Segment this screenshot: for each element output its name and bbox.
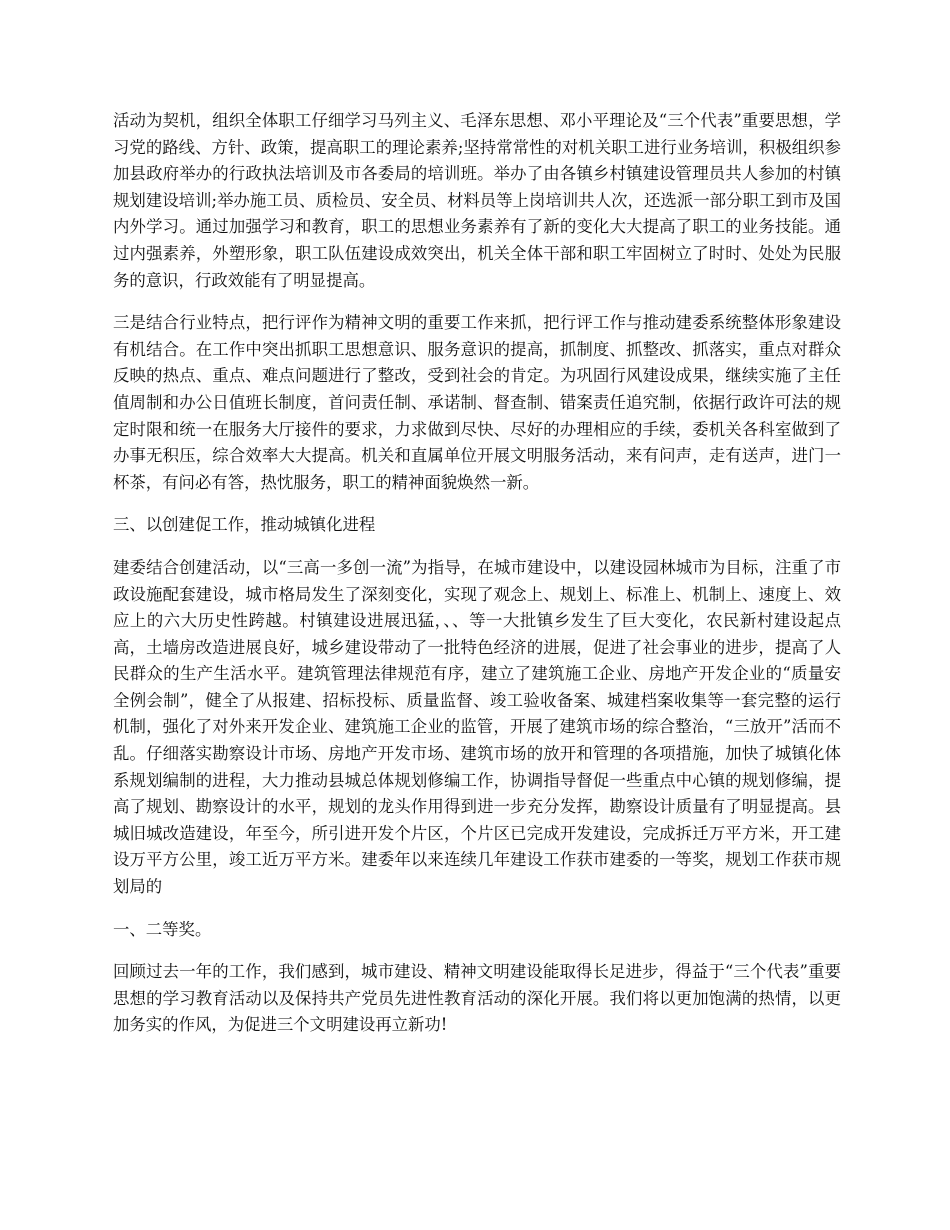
paragraph-urban-construction: 建委结合创建活动，以“三高一多创一流”为指导，在城市建设中，以建设园林城市为目标，注重了市政设施配套建设，城市格局发生了深刻变化，实现了观念上、规划上、标准上、机制上、速度上、效应上的六大历史性跨越。村镇建设进展迅猛，、、等一大批镇乡发生了巨大变化，农民新村建设起点高，土墙房改造进展良好，城乡建设带动了一批特色经济的进展，促进了社会事业的进步，提高了人民群众的生产生活水平。建筑管理法律规范有序，建立了建筑施工企业、房地产开发企业的“质量安全例会制”，健全了从报建、招标投标、质量监督、竣工验收备案、城建档案收集等一套完整的运行机制，强化了对外来开发企业、建筑施工企业的监管，开展了建筑市场的综合整治，“三放开”活而不乱。仔细落实勘察设计市场、房地产开发市场、建筑市场的放开和管理的各项措施，加快了城镇化体系规划编制的进程，大力推动县城总体规划修编工作，协调指导督促一些重点中心镇的规划修编，提高了规划、勘察设计的水平，规划的龙头作用得到进一步充分发挥，勘察设计质量有了明显提高。县城旧城改造建设，年至今，所引进开发个片区，个片区已完成开发建设，完成拆迁万平方米，开工建设万平方公里，竣工近万平方米。建委年以来连续几年建设工作获市建委的一等奖，规划工作获市规划局的 xyxy=(113,557,841,897)
document-page xyxy=(113,108,841,1055)
paragraph-industry-evaluation: 三是结合行业特点，把行评作为精神文明的重要工作来抓，把行评工作与推动建委系统整体形象建设有机结合。在工作中突出抓职工思想意识、服务意识的提高，抓制度、抓整改、抓落实，重点对群众反映的热点、重点、难点问题进行了整改，受到社会的肯定。为巩固行风建设成果，继续实施了主任值周制和办公日值班长制度，首问责任制、承诺制、督查制、错案责任追究制，依据行政许可法的规定时限和统一在服务大厅接件的要求，力求做到尽快、尽好的办理相应的手续，委机关各科室做到了办事无积压，综合效率大大提高。机关和直属单位开展文明服务活动，来有问声，走有送声，进门一杯茶，有问必有答，热忱服务，职工的精神面貌焕然一新。 xyxy=(113,313,841,492)
section-heading: 三、以创建促工作，推动城镇化进程 xyxy=(113,515,376,535)
paragraph-study-activities: 活动为契机，组织全体职工仔细学习马列主义、毛泽东思想、邓小平理论及“三个代表”重要思想，学习党的路线、方针、政策，提高职工的理论素养;坚持常常性的对机关职工进行业务培训，积极组织参加县政府举办的行政执法培训及市各委局的培训班。举办了由各镇乡村镇建设管理员共人参加的村镇规划建设培训;举办施工员、质检员、安全员、材料员等上岗培训共人次，还选派一部分职工到市及国内外学习。通过加强学习和教育，职工的思想业务素养有了新的变化大大提高了职工的业务技能。通过内强素养，外塑形象，职工队伍建设成效突出，机关全体干部和职工牢固树立了时时、处处为民服务的意识，行政效能有了明显提高。 xyxy=(113,111,841,290)
paragraph-awards: 一、二等奖。 xyxy=(113,919,212,939)
paragraph-conclusion: 回顾过去一年的工作，我们感到，城市建设、精神文明建设能取得长足进步，得益于“三个代表”重要思想的学习教育活动以及保持共产党员先进性教育活动的深化开展。我们将以更加饱满的热情，以更加务实的作风，为促进三个文明建设再立新功! xyxy=(113,962,841,1035)
